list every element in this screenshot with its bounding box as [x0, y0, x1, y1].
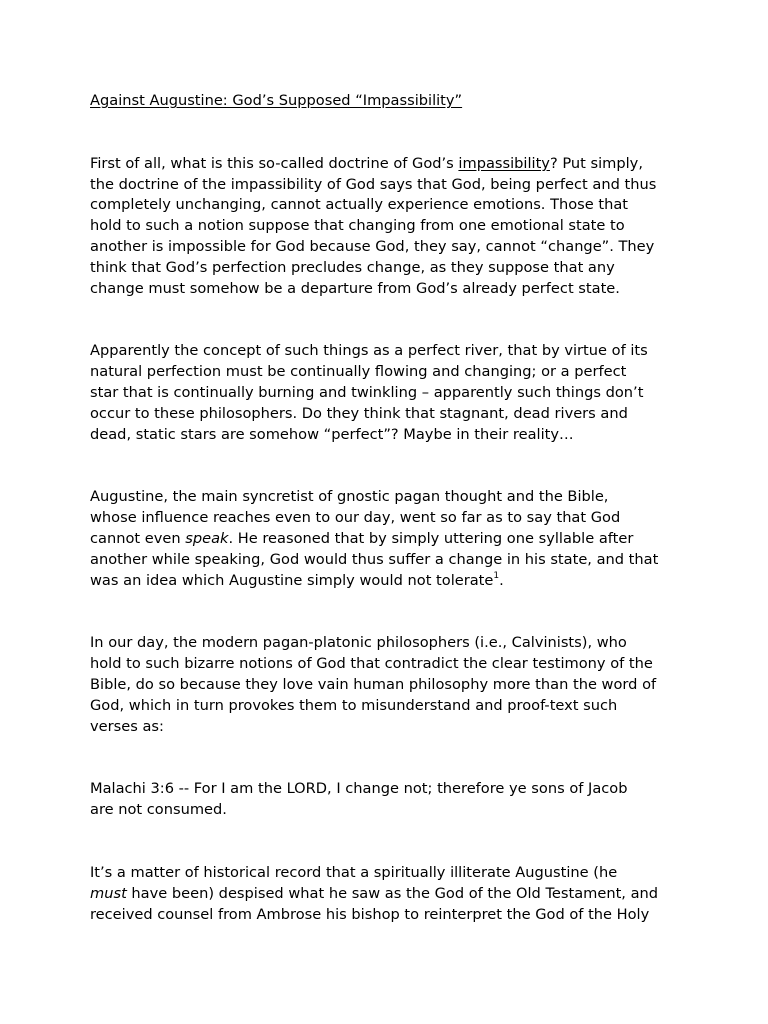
italic-word: must — [90, 884, 127, 902]
paragraph-impassibility-definition — [90, 154, 690, 300]
footnote-reference[interactable]: 1 — [493, 570, 500, 581]
text-run: have been) despised what he saw as the God of the Old Testament, and — [126, 884, 659, 902]
text-line: occur to these philosophers. Do they think that stagnant, dead rivers and — [90, 404, 628, 422]
text-line: hold to such a notion suppose that changing from one emotional state to — [90, 217, 625, 235]
text-line: the doctrine of the impassibility of God says that God, being perfect and thus — [90, 175, 657, 193]
text-line — [90, 884, 690, 905]
text-line — [90, 529, 690, 550]
text-line: God, which in turn provokes them to misunderstand and proof-text such — [90, 696, 618, 714]
text-line — [90, 571, 690, 592]
document-title: Against Augustine: God’s Supposed “Impassibility” — [90, 92, 463, 109]
text-line — [90, 154, 690, 175]
underlined-term: impassibility — [458, 154, 550, 172]
paragraph-historical-record — [90, 863, 690, 925]
text-line: received counsel from Ambrose his bishop to reinterpret the God of the Holy — [90, 905, 650, 923]
text-run: was an idea which Augustine simply would not tolerate — [90, 571, 494, 589]
text-line: dead, static stars are somehow “perfect”? Maybe in their reality… — [90, 425, 574, 443]
italic-word: speak — [185, 529, 229, 547]
paragraph-calvinists — [90, 633, 690, 737]
text-run: cannot even — [90, 529, 186, 547]
text-line: It’s a matter of historical record that a spiritually illiterate Augustine (he — [90, 863, 618, 881]
text-line: verses as: — [90, 717, 164, 735]
text-line: think that God’s perfection precludes change, as they suppose that any — [90, 258, 615, 276]
text-line: hold to such bizarre notions of God that contradict the clear testimony of the — [90, 655, 653, 673]
text-run: ? Put simply, — [549, 154, 643, 172]
text-run: . — [499, 571, 504, 589]
text-line: Apparently the concept of such things as a perfect river, that by virtue of its — [90, 342, 648, 360]
text-line: another is impossible for God because God, they say, cannot “change”. They — [90, 237, 655, 255]
paragraph-malachi-verse — [90, 779, 690, 821]
text-line: another while speaking, God would thus suffer a change in his state, and that — [90, 550, 659, 568]
text-line: Bible, do so because they love vain human philosophy more than the word of — [90, 675, 657, 693]
text-line: completely unchanging, cannot actually experience emotions. Those that — [90, 196, 629, 214]
text-run: First of all, what is this so-called doctrine of God’s — [90, 154, 459, 172]
text-line: whose influence reaches even to our day, went so far as to say that God — [90, 509, 621, 527]
paragraph-augustine-speak — [90, 487, 690, 591]
text-line: natural perfection must be continually flowing and changing; or a perfect — [90, 363, 627, 381]
text-run: . He reasoned that by simply uttering one syllable after — [228, 529, 634, 547]
text-line: are not consumed. — [90, 801, 227, 819]
text-line: In our day, the modern pagan-platonic philosophers (i.e., Calvinists), who — [90, 634, 627, 652]
text-line: Malachi 3:6 -- For I am the LORD, I change not; therefore ye sons of Jacob — [90, 780, 628, 798]
text-line: change must somehow be a departure from God’s already perfect state. — [90, 279, 620, 297]
text-line: star that is continually burning and twinkling – apparently such things don’t — [90, 383, 644, 401]
text-line: Augustine, the main syncretist of gnostic pagan thought and the Bible, — [90, 488, 609, 506]
document-page — [90, 91, 690, 925]
paragraph-perfect-river — [90, 341, 690, 445]
